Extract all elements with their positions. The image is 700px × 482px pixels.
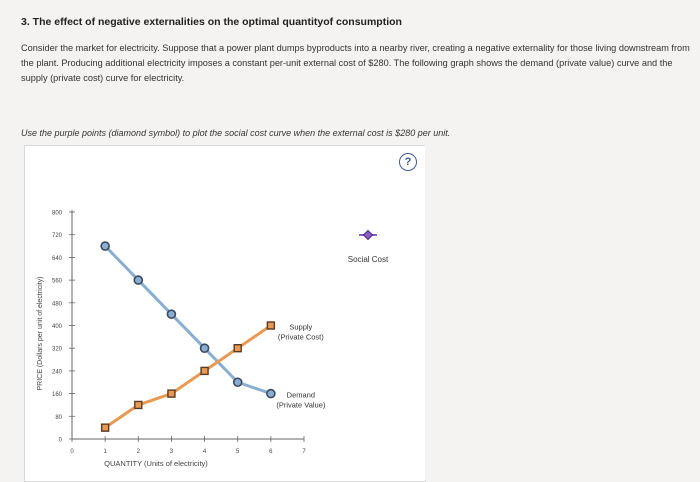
y-tick-label: 320 xyxy=(51,346,62,353)
x-tick-label: 1 xyxy=(103,449,107,455)
supply-point[interactable] xyxy=(201,367,208,374)
question-instruction: Use the purple points (diamond symbol) to plot the social cost curve when the external cost is $280 per unit. xyxy=(21,128,451,138)
y-tick-label: 80 xyxy=(55,414,62,421)
purple-diamond-icon[interactable] xyxy=(364,231,373,240)
demand-point[interactable] xyxy=(167,310,175,318)
y-tick-label: 240 xyxy=(51,369,62,376)
y-axis-label: PRICE (Dollars per unit of electricity) xyxy=(37,276,44,391)
y-tick-label: 480 xyxy=(51,301,62,308)
demand-line xyxy=(105,246,271,394)
x-tick-label: 6 xyxy=(269,449,273,455)
supply-label: Supply xyxy=(289,322,313,332)
social-cost-tool-label: Social Cost xyxy=(347,255,389,264)
y-tick-label: 800 xyxy=(51,210,62,217)
supply-point[interactable] xyxy=(168,390,175,397)
demand-label: (Private Value) xyxy=(276,400,326,410)
y-tick-label: 0 xyxy=(58,437,62,444)
x-tick-label: 4 xyxy=(202,449,207,455)
demand-point[interactable] xyxy=(234,378,242,386)
y-tick-label: 720 xyxy=(51,233,62,240)
supply-point[interactable] xyxy=(234,345,241,352)
x-axis-label: QUANTITY (Units of electricity) xyxy=(104,459,208,468)
question-intro: Consider the market for electricity. Suppose that a power plant dumps byproducts into a nearby river, creating a negative externality for those living downstream from the plant. Producing additional electricity imposes a constant per-unit external cost of $280. The following graph shows the demand (private value) curve and the supply (private cost) curve for electricity. xyxy=(21,43,690,83)
demand-point[interactable] xyxy=(201,344,209,352)
y-tick-label: 400 xyxy=(51,324,62,330)
demand-label: Demand xyxy=(286,390,316,400)
supply-label: (Private Cost) xyxy=(277,332,324,342)
demand-point[interactable] xyxy=(134,276,142,284)
x-tick-label: 0 xyxy=(70,449,74,455)
supply-line xyxy=(105,326,271,428)
supply-point[interactable] xyxy=(135,401,142,408)
x-tick-label: 7 xyxy=(302,449,306,455)
demand-point[interactable] xyxy=(267,390,275,398)
supply-point[interactable] xyxy=(102,424,109,431)
supply-point[interactable] xyxy=(267,322,274,329)
y-tick-label: 640 xyxy=(51,255,62,262)
help-icon[interactable]: ? xyxy=(399,153,417,171)
y-tick-label: 160 xyxy=(51,392,62,399)
question-title: 3. The effect of negative externalities on the optimal quantityof consumption xyxy=(21,16,402,28)
y-tick-label: 560 xyxy=(51,278,62,285)
demand-point[interactable] xyxy=(101,242,109,250)
x-tick-label: 5 xyxy=(236,449,240,455)
x-tick-label: 2 xyxy=(136,449,140,455)
x-tick-label: 3 xyxy=(169,449,174,455)
